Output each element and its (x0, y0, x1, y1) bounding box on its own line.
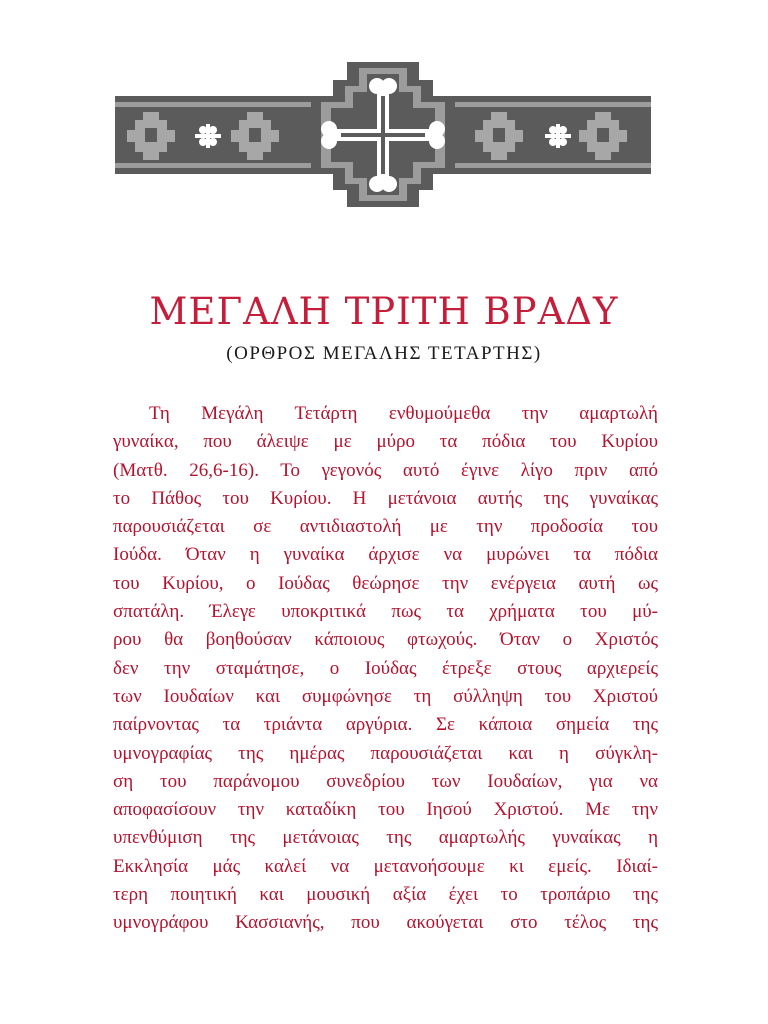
paragraph-line: Εκκλησία μάς καλεί να μετανοήσουμε κι εμείς. Ιδιαί- (113, 855, 658, 877)
paragraph-line: Τη Μεγάλη Τετάρτη ενθυμούμεθα την αμαρτωλή (149, 403, 658, 424)
cross-band-ornament-icon (115, 62, 651, 207)
paragraph-line: των Ιουδαίων και συμφώνησε τη σύλληψη του Χριστού (113, 685, 658, 707)
paragraph-line: σπατάλη. Έλεγε υποκριτικά πως τα χρήματα του μύ- (113, 601, 658, 623)
paragraph-line: του Κυρίου, ο Ιούδας θεώρησε την ενέργεια αυτή ως (113, 572, 658, 594)
paragraph-line: το Πάθος του Κυρίου. Η μετάνοια αυτής της γυναίκας (113, 487, 658, 509)
paragraph-line: ρου θα βοηθούσαν κάποιους φτωχούς. Όταν ο Χριστός (113, 629, 658, 651)
paragraph-line: Ιούδα. Όταν η γυναίκα άρχισε να μυρώνει τα πόδια (113, 544, 658, 566)
paragraph-line: γυναίκα, που άλειψε με μύρο τα πόδια του Κυρίου (113, 431, 658, 453)
paragraph-line: παρουσιάζεται σε αντιδιαστολή με την προδοσία του (113, 516, 658, 538)
page-subtitle: (ΟΡΘΡΟΣ ΜΕΓΑΛΗΣ ΤΕΤΑΡΤΗΣ) (226, 343, 542, 364)
body-paragraph (113, 400, 658, 938)
paragraph-line: υμνογραφίας της ημέρας παρουσιάζεται και η σύγκλη- (113, 742, 658, 764)
paragraph-line: τερη ποιητική και μουσική αξία έχει το τροπάριο της (113, 884, 658, 906)
paragraph-line: ση του παράνομου συνεδρίου των Ιουδαίων, για να (113, 770, 658, 792)
paragraph-line: υπενθύμιση της μετάνοιας της αμαρτωλής γυναίκας η (113, 827, 658, 849)
page-title: ΜΕΓΑΛΗ ΤΡΙΤΗ ΒΡΑΔΥ (149, 290, 619, 333)
paragraph-line: υμνογράφου Κασσιανής, που ακούγεται στο τέλος της (113, 912, 658, 934)
paragraph-line: αποφασίσουν την καταδίκη του Ιησού Χριστού. Με την (113, 799, 658, 821)
paragraph-line: δεν την σταμάτησε, ο Ιούδας έτρεξε στους αρχιερείς (113, 657, 658, 679)
paragraph-line: (Ματθ. 26,6-16). Το γεγονός αυτό έγινε λίγο πριν από (113, 459, 658, 481)
paragraph-line: παίρνοντας τα τριάντα αργύρια. Σε κάποια σημεία της (113, 714, 658, 736)
